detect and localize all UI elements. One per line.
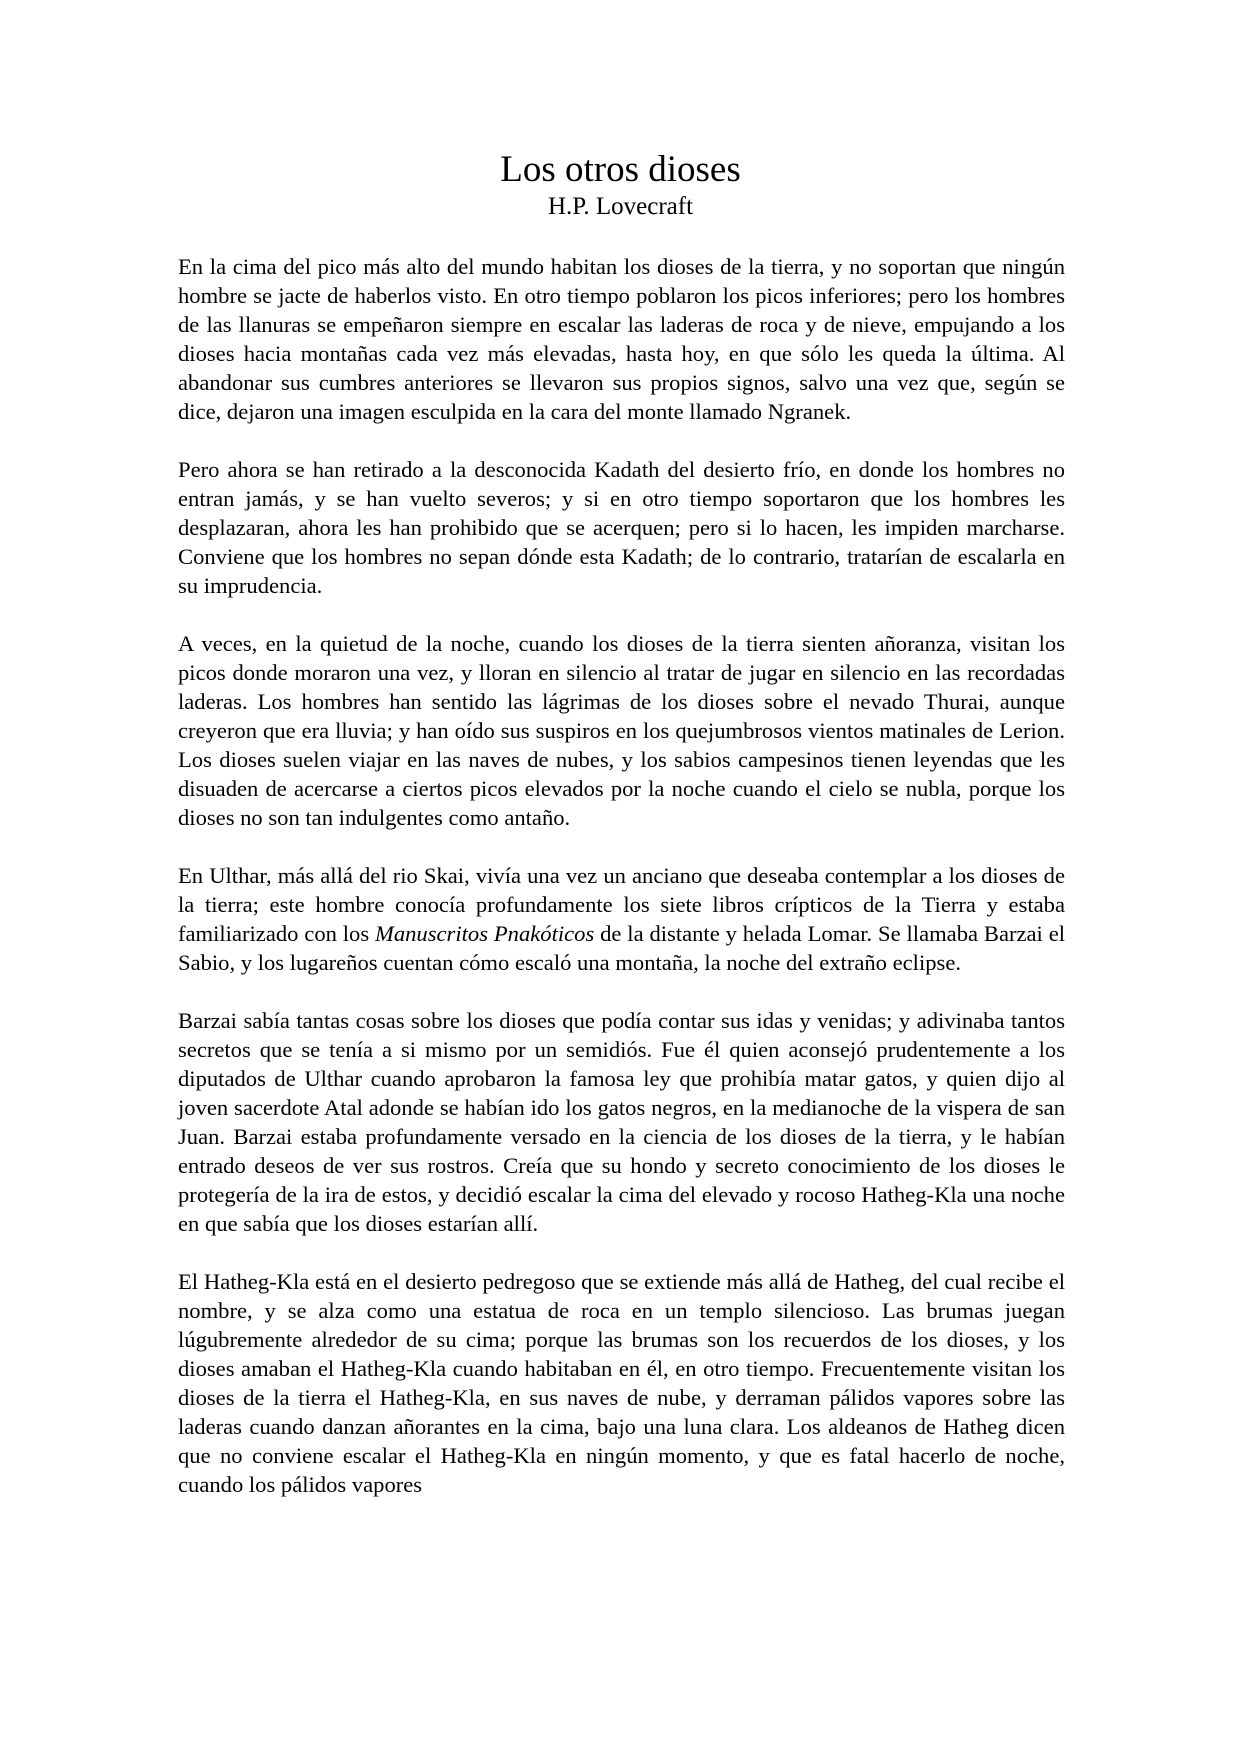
paragraph-4 (178, 861, 1065, 977)
paragraph-4-italic-title: Manuscritos Pnakóticos (375, 921, 595, 946)
paragraph-3: A veces, en la quietud de la noche, cuando los dioses de la tierra sienten añoranza, visitan los picos donde moraron una vez, y lloran en silencio al tratar de jugar en silencio en las recordadas laderas. Los hombres han sentido las lágrimas de los dioses sobre el nevado Thurai, aunque creyeron que era lluvia; y han oído sus suspiros en los quejumbrosos vientos matinales de Lerion. Los dioses suelen viajar en las naves de nubes, y los sabios campesinos tienen leyendas que les disuaden de acercarse a ciertos picos elevados por la noche cuando el cielo se nubla, porque los dioses no son tan indulgentes como antaño. (178, 631, 1065, 830)
paragraph-2: Pero ahora se han retirado a la desconocida Kadath del desierto frío, en donde los hombres no entran jamás, y se han vuelto severos; y si en otro tiempo soportaron que los hombres les desplazaran, ahora les han prohibido que se acerquen; pero si lo hacen, les impiden marcharse. Conviene que los hombres no sepan dónde esta Kadath; de lo contrario, tratarían de escalarla en su imprudencia. (178, 457, 1065, 598)
document-body (178, 252, 1065, 1499)
paragraph-4-text-before: En Ulthar, más allá del rio Skai, vivía una vez un anciano que deseaba contemplar a los dioses de la tierra; este hombre conocía profundamente los siete libros crípticos de la Tierra y estaba familiarizado con los (178, 863, 1065, 946)
paragraph-1: En la cima del pico más alto del mundo habitan los dioses de la tierra, y no soportan que ningún hombre se jacte de haberlos visto. En otro tiempo poblaron los picos inferiores; pero los hombres de las llanuras se empeñaron siempre en escalar las laderas de roca y de nieve, empujando a los dioses hacia montañas cada vez más elevadas, hasta hoy, en que sólo les queda la última. Al abandonar sus cumbres anteriores se llevaron sus propios signos, salvo una vez que, según se dice, dejaron una imagen esculpida en la cara del monte llamado Ngranek. (178, 254, 1065, 424)
paragraph-6: El Hatheg-Kla está en el desierto pedregoso que se extiende más allá de Hatheg, del cual recibe el nombre, y se alza como una estatua de roca en un templo silencioso. Las brumas juegan lúgubremente alrededor de su cima; porque las brumas son los recuerdos de los dioses, y los dioses amaban el Hatheg-Kla cuando habitaban en él, en otro tiempo. Frecuentemente visitan los dioses de la tierra el Hatheg-Kla, en sus naves de nube, y derraman pálidos vapores sobre las laderas cuando danzan añorantes en la cima, bajo una luna clara. Los aldeanos de Hatheg dicen que no conviene escalar el Hatheg-Kla en ningún momento, y que es fatal hacerlo de noche, cuando los pálidos vapores (178, 1269, 1065, 1497)
paragraph-5: Barzai sabía tantas cosas sobre los dioses que podía contar sus idas y venidas; y adivinaba tantos secretos que se tenía a si mismo por un semidiós. Fue él quien aconsejó prudentemente a los diputados de Ulthar cuando aprobaron la famosa ley que prohibía matar gatos, y quien dijo al joven sacerdote Atal adonde se habían ido los gatos negros, en la medianoche de la vispera de san Juan. Barzai estaba profundamente versado en la ciencia de los dioses de la tierra, y le habían entrado deseos de ver sus rostros. Creía que su hondo y secreto conocimiento de los dioses le protegería de la ira de estos, y decidió escalar la cima del elevado y rocoso Hatheg-Kla una noche en que sabía que los dioses estarían allí. (178, 1008, 1065, 1236)
document-title: Los otros dioses (500, 149, 741, 190)
paragraph-4-text-after: de la distante y helada Lomar. Se llamaba Barzai el Sabio, y los lugareños cuentan cómo escaló una montaña, la noche del extraño eclipse. (178, 921, 1066, 975)
document-author: H.P. Lovecraft (547, 193, 694, 220)
